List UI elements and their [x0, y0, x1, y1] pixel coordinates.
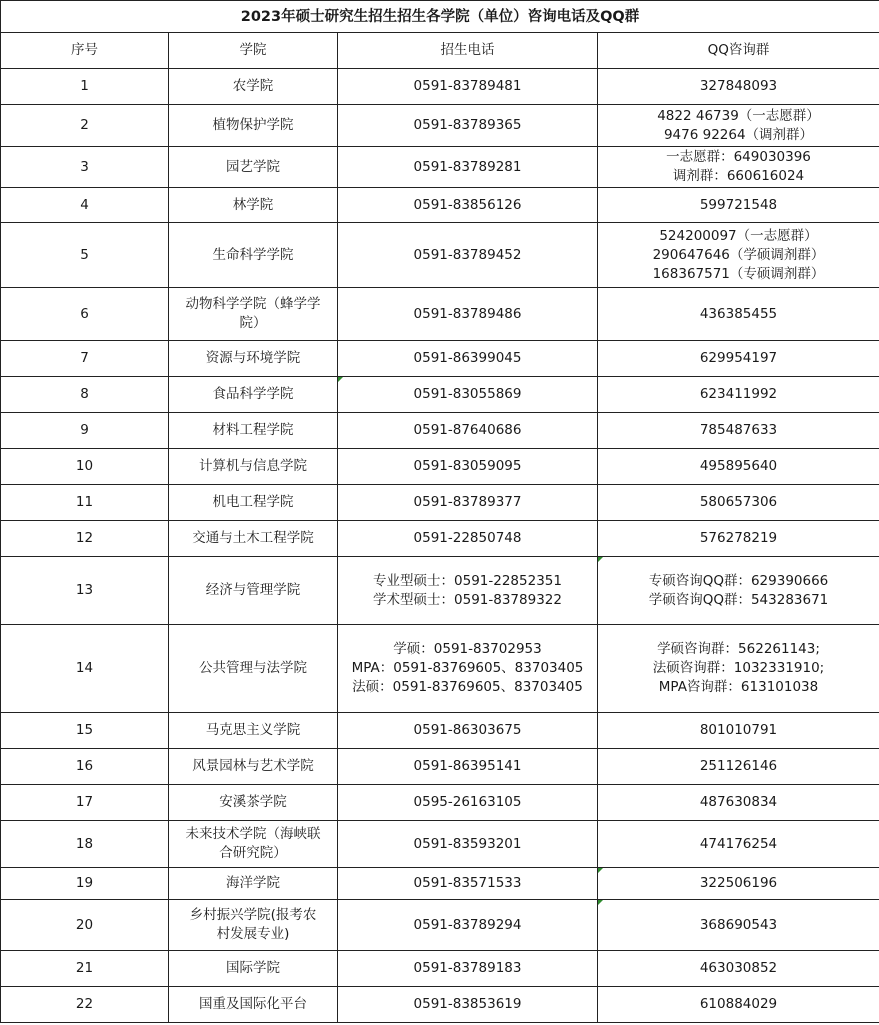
phone-number	[338, 521, 598, 557]
row-number: 8	[1, 377, 169, 413]
qq-group	[598, 987, 879, 1023]
row-number: 16	[1, 749, 169, 785]
phone-number	[338, 288, 598, 341]
college-name-line: 公共管理与法学院	[199, 660, 307, 676]
college-name-line: 马克思主义学院	[205, 722, 301, 738]
row-number: 22	[1, 987, 169, 1023]
qq-group	[598, 521, 879, 557]
row-number: 1	[1, 69, 169, 105]
phone-number	[338, 821, 598, 868]
qq-group-line: 436385455	[699, 305, 778, 322]
qq-group	[598, 485, 879, 521]
phone-number	[338, 377, 598, 413]
qq-group-line: 599721548	[699, 196, 778, 213]
qq-group-line: 调剂群：660616024	[672, 168, 805, 184]
qq-group-line: 法硕咨询群：1032331910;	[652, 660, 825, 676]
qq-group-line: 610884029	[699, 996, 778, 1012]
phone-number-line: 0591-83853619	[413, 996, 522, 1012]
college-name-line: 村发展专业)	[216, 926, 290, 942]
phone-number-line: 0591-83059095	[413, 458, 522, 474]
phone-number	[338, 625, 598, 713]
phone-number-line: 法硕：0591-83769605、83703405	[352, 679, 583, 695]
phone-number	[338, 987, 598, 1023]
qq-group-line: 一志愿群：649030396	[666, 149, 811, 165]
phone-number	[338, 557, 598, 625]
college-name	[169, 485, 338, 521]
phone-number	[338, 188, 598, 223]
college-name	[169, 868, 338, 900]
phone-number-line: 0591-86303675	[413, 722, 522, 738]
college-name-line: 机电工程学院	[212, 494, 294, 510]
qq-group-line: 801010791	[699, 722, 778, 738]
header-college: 学院	[169, 33, 338, 69]
college-name-line: 经济与管理学院	[205, 582, 301, 598]
college-name-line: 植物保护学院	[212, 117, 294, 133]
row-number: 3	[1, 147, 169, 188]
row-number: 19	[1, 868, 169, 900]
college-name	[169, 449, 338, 485]
phone-number	[338, 223, 598, 288]
college-name	[169, 987, 338, 1023]
phone-number-line: 0591-83789281	[413, 158, 522, 175]
qq-group-line: 463030852	[699, 960, 778, 976]
table-row	[1, 951, 879, 987]
qq-group	[598, 223, 879, 288]
phone-number-line: 0591-87640686	[413, 422, 522, 438]
phone-number-line: 学硕：0591-83702953	[393, 641, 542, 657]
college-name	[169, 341, 338, 377]
header-no: 序号	[1, 33, 169, 69]
phone-number-line: 0591-83789183	[413, 960, 522, 976]
table-row	[1, 749, 879, 785]
table-row	[1, 900, 879, 951]
college-name	[169, 105, 338, 147]
college-name	[169, 223, 338, 288]
college-name	[169, 557, 338, 625]
phone-number	[338, 449, 598, 485]
qq-group	[598, 413, 879, 449]
table-row	[1, 449, 879, 485]
college-name	[169, 951, 338, 987]
college-name	[169, 785, 338, 821]
qq-group-line: 学硕咨询QQ群：543283671	[648, 591, 829, 608]
phone-number	[338, 341, 598, 377]
college-name-line: 资源与环境学院	[205, 350, 301, 366]
row-number: 20	[1, 900, 169, 951]
college-name-line: 风景园林与艺术学院	[192, 758, 314, 774]
college-name-line: 林学院	[232, 196, 274, 213]
college-name	[169, 147, 338, 188]
qq-group-line: 576278219	[699, 530, 778, 546]
table-row	[1, 785, 879, 821]
qq-group	[598, 188, 879, 223]
row-number: 14	[1, 625, 169, 713]
phone-number	[338, 785, 598, 821]
qq-group-line: 290647646（学硕调剂群）	[652, 246, 825, 263]
college-name-line: 食品科学学院	[212, 386, 294, 402]
college-name-line: 园艺学院	[226, 158, 280, 175]
phone-number-line: 0591-83571533	[413, 875, 522, 891]
table-row	[1, 821, 879, 868]
row-number: 12	[1, 521, 169, 557]
phone-number	[338, 147, 598, 188]
phone-number-line: 学术型硕士：0591-83789322	[373, 591, 562, 608]
qq-group	[598, 449, 879, 485]
phone-number-line: 0591-83789486	[413, 305, 522, 322]
phone-number-line: 0591-83856126	[413, 196, 522, 213]
header-row	[1, 33, 879, 69]
phone-number	[338, 749, 598, 785]
table-title: 2023年硕士研究生招生招生各学院（单位）咨询电话及QQ群	[0, 0, 879, 32]
college-name	[169, 188, 338, 223]
college-name-line: 生命科学学院	[212, 246, 294, 263]
table-row	[1, 341, 879, 377]
college-name-line: 乡村振兴学院(报考农	[189, 907, 317, 923]
phone-number	[338, 713, 598, 749]
table-row	[1, 147, 879, 188]
row-number: 6	[1, 288, 169, 341]
qq-group-line: 580657306	[699, 494, 778, 510]
table-row	[1, 625, 879, 713]
phone-number-line: MPA：0591-83769605、83703405	[351, 660, 584, 676]
phone-number	[338, 868, 598, 900]
college-name	[169, 900, 338, 951]
college-name-line: 未来技术学院（海峡联	[185, 826, 321, 842]
row-number: 4	[1, 188, 169, 223]
college-name-line: 计算机与信息学院	[199, 458, 307, 474]
college-name-line: 海洋学院	[226, 875, 280, 891]
qq-group	[598, 749, 879, 785]
qq-group-line: 251126146	[699, 758, 778, 774]
college-name-line: 安溪茶学院	[219, 794, 287, 810]
college-name	[169, 521, 338, 557]
phone-number	[338, 105, 598, 147]
phone-number-line: 0591-86399045	[413, 350, 522, 366]
phone-number-line: 0591-83593201	[413, 835, 522, 852]
phone-number-line: 0591-83789481	[413, 78, 522, 94]
college-name-line: 国际学院	[226, 960, 280, 976]
college-name	[169, 821, 338, 868]
qq-group-line: 785487633	[699, 422, 778, 438]
qq-group	[598, 557, 879, 625]
qq-group-line: 524200097（一志愿群）	[659, 227, 818, 244]
phone-number-line: 0591-83055869	[413, 386, 522, 402]
phone-number	[338, 69, 598, 105]
phone-number-line: 0591-83789294	[413, 916, 522, 933]
phone-number-line: 0591-83789365	[413, 117, 522, 133]
college-name-line: 合研究院）	[219, 845, 287, 861]
row-number: 15	[1, 713, 169, 749]
phone-number-line: 0591-83789452	[413, 246, 522, 263]
college-name-line: 动物科学学院（蜂学学	[185, 296, 321, 312]
row-number: 9	[1, 413, 169, 449]
college-name	[169, 749, 338, 785]
qq-group	[598, 625, 879, 713]
table-row	[1, 223, 879, 288]
table-row	[1, 868, 879, 900]
qq-group-line: 9476 92264（调剂群）	[663, 126, 814, 143]
qq-group-line: 474176254	[699, 835, 778, 852]
college-name-line: 材料工程学院	[212, 422, 294, 438]
row-number: 17	[1, 785, 169, 821]
qq-group-line: 629954197	[699, 350, 778, 366]
phone-number-line: 0591-86395141	[413, 758, 522, 774]
college-name	[169, 625, 338, 713]
table-row	[1, 377, 879, 413]
phone-number	[338, 413, 598, 449]
table-row	[1, 69, 879, 105]
qq-group	[598, 341, 879, 377]
qq-group-line: 168367571（专硕调剂群）	[652, 265, 825, 282]
qq-group-line: 4822 46739（一志愿群）	[657, 107, 820, 124]
college-name-line: 农学院	[232, 78, 274, 94]
phone-number-line: 0591-22850748	[413, 530, 522, 546]
row-number: 21	[1, 951, 169, 987]
college-name	[169, 377, 338, 413]
phone-number-line: 0591-83789377	[413, 494, 522, 510]
table-row	[1, 557, 879, 625]
phone-number	[338, 951, 598, 987]
table-row	[1, 105, 879, 147]
row-number: 10	[1, 449, 169, 485]
qq-group	[598, 785, 879, 821]
qq-group-line: 487630834	[699, 794, 778, 810]
table-row	[1, 987, 879, 1023]
table-row	[1, 485, 879, 521]
row-number: 7	[1, 341, 169, 377]
qq-group-line: MPA咨询群：613101038	[658, 679, 819, 695]
college-name	[169, 713, 338, 749]
qq-group-line: 327848093	[699, 78, 778, 94]
table-row	[1, 713, 879, 749]
qq-group-line: 专硕咨询QQ群：629390666	[648, 572, 829, 589]
qq-group	[598, 868, 879, 900]
qq-group-line: 学硕咨询群：562261143;	[657, 641, 820, 657]
header-phone: 招生电话	[338, 33, 598, 69]
college-name-line: 院）	[239, 315, 267, 331]
qq-group	[598, 951, 879, 987]
table-row	[1, 188, 879, 223]
row-number: 5	[1, 223, 169, 288]
qq-group-line: 495895640	[699, 458, 778, 474]
row-number: 18	[1, 821, 169, 868]
row-number: 11	[1, 485, 169, 521]
college-name	[169, 413, 338, 449]
qq-group	[598, 147, 879, 188]
college-name-line: 交通与土木工程学院	[192, 530, 314, 546]
table-row	[1, 521, 879, 557]
qq-group	[598, 900, 879, 951]
qq-group	[598, 713, 879, 749]
phone-number	[338, 485, 598, 521]
qq-group	[598, 69, 879, 105]
college-name	[169, 288, 338, 341]
college-name	[169, 69, 338, 105]
qq-group-line: 368690543	[699, 916, 778, 933]
phone-number	[338, 900, 598, 951]
table-row	[1, 413, 879, 449]
header-qq: QQ咨询群	[598, 33, 879, 69]
qq-group	[598, 105, 879, 147]
phone-number-line: 专业型硕士：0591-22852351	[373, 572, 562, 589]
qq-group	[598, 821, 879, 868]
row-number: 13	[1, 557, 169, 625]
qq-group-line: 322506196	[699, 875, 778, 891]
row-number: 2	[1, 105, 169, 147]
college-name-line: 国重及国际化平台	[199, 996, 307, 1012]
qq-group	[598, 377, 879, 413]
qq-group-line: 623411992	[699, 386, 778, 402]
qq-group	[598, 288, 879, 341]
table-row	[1, 288, 879, 341]
phone-number-line: 0595-26163105	[413, 794, 522, 810]
